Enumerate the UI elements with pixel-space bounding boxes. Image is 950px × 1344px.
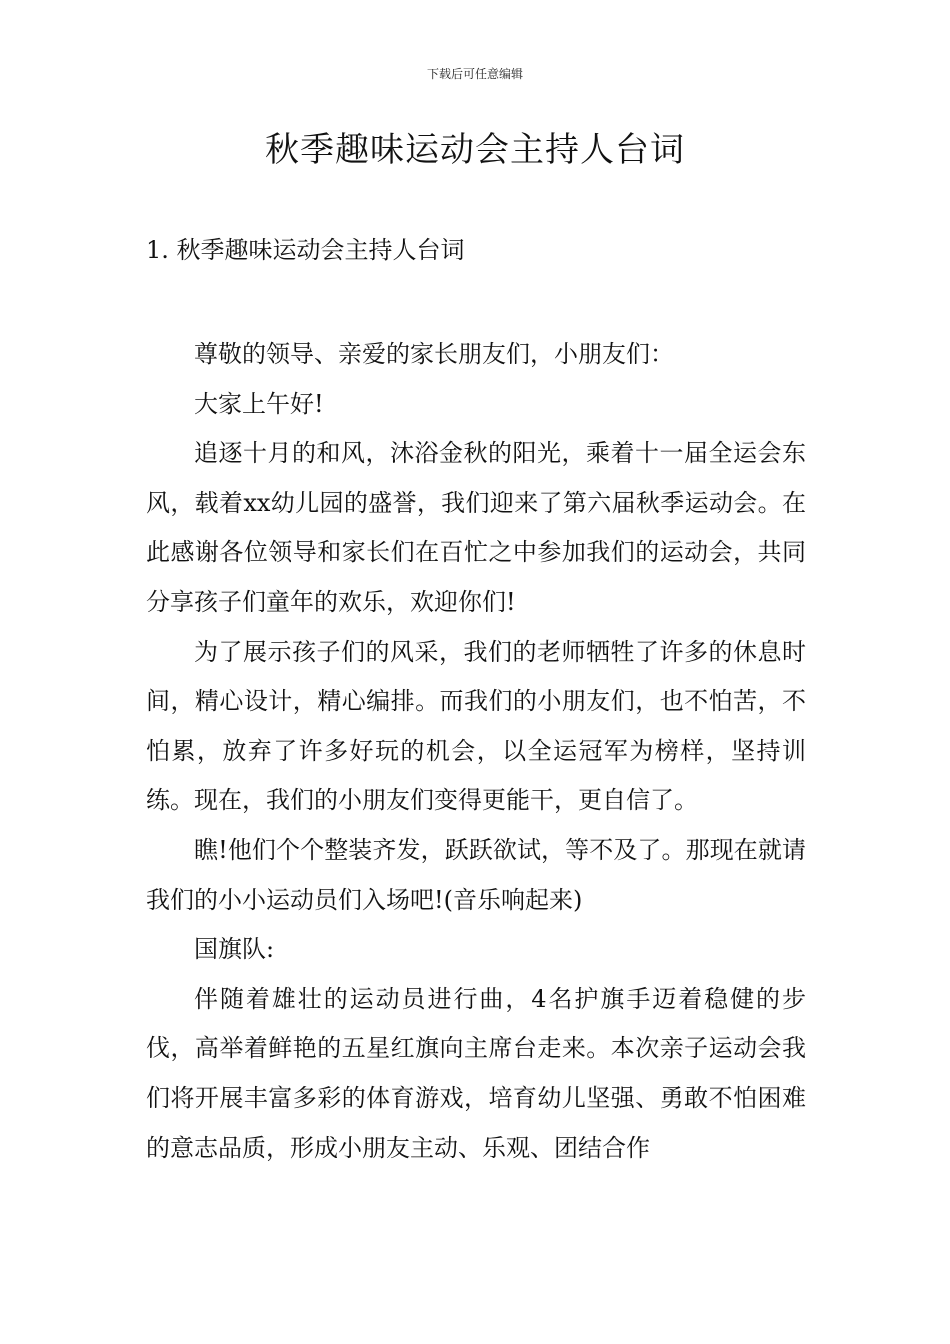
section-heading: 1. 秋季趣味运动会主持人台词 <box>146 236 465 264</box>
paragraph-entrance: 瞧!他们个个整装齐发，跃跃欲试，等不及了。那现在就请我们的小小运动员们入场吧!(音乐响起来) <box>146 835 806 914</box>
paragraph-flag-team-label: 国旗队: <box>194 935 275 964</box>
header-note: 下载后可任意编辑 <box>426 67 523 81</box>
paragraph-opening: 追逐十月的和风，沐浴金秋的阳光，乘着十一届全运会东风，载着xx幼儿园的盛誉，我们迎来了第六届秋季运动会。在此感谢各位领导和家长们在百忙之中参加我们的运动会，共同分享孩子们童年的欢乐，欢迎你们! <box>146 439 806 616</box>
document-title: 秋季趣味运动会主持人台词 <box>265 130 685 170</box>
paragraph-preparation: 为了展示孩子们的风采，我们的老师牺牲了许多的休息时间，精心设计，精心编排。而我们的小朋友们，也不怕苦，不怕累，放弃了许多好玩的机会，以全运冠军为榜样，坚持训练。现在，我们的小朋友们变得更能干，更自信了。 <box>146 637 806 815</box>
paragraph-flag-team: 伴随着雄壮的运动员进行曲，4名护旗手迈着稳健的步伐，高举着鲜艳的五星红旗向主席台走来。本次亲子运动会我们将开展丰富多彩的体育游戏，培育幼儿坚强、勇敢不怕困难的意志品质，形成小朋友主动、乐观、团结合作 <box>146 984 806 1162</box>
body-text <box>146 330 806 1173</box>
paragraph-good-morning: 大家上午好! <box>194 389 324 418</box>
paragraph-greeting: 尊敬的领导、亲爱的家长朋友们，小朋友们： <box>194 340 674 368</box>
